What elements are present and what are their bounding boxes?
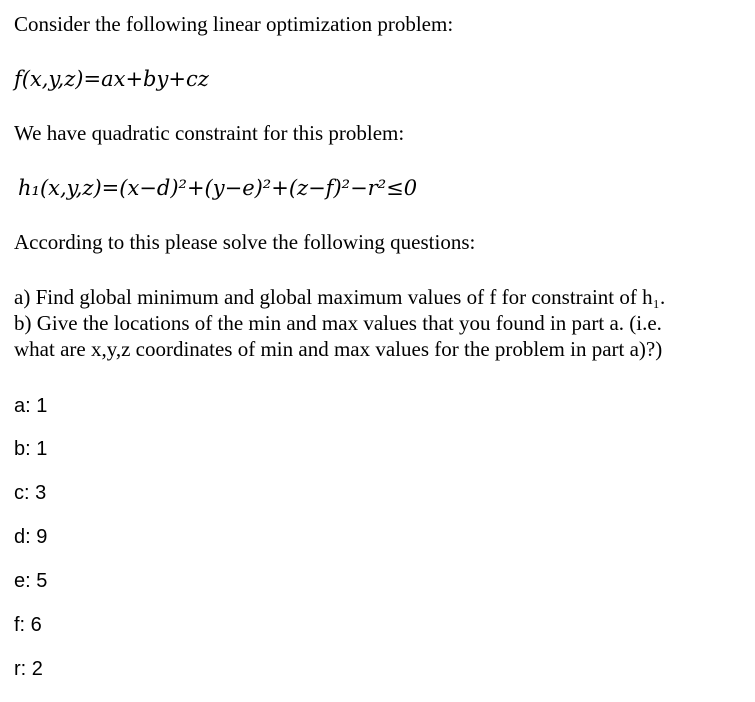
param-e: e: 5 [14, 570, 48, 592]
objective-function: f(x,y,z)=ax+by+cz [14, 67, 209, 91]
question-intro-text: According to this please solve the following questions: [14, 230, 476, 254]
intro-text: Consider the following linear optimization problem: [14, 12, 454, 36]
param-a: a: 1 [14, 395, 48, 417]
param-f: f: 6 [14, 614, 42, 636]
constraint-function: h₁(x,y,z)=(x−d)²+(y−e)²+(z−f)²−r²≤0 [18, 176, 418, 200]
param-r: r: 2 [14, 658, 43, 680]
param-d: d: 9 [14, 526, 48, 548]
param-c: c: 3 [14, 482, 47, 504]
question-b-text-line2: what are x,y,z coordinates of min and max values for the problem in part a)?) [14, 337, 663, 361]
constraint-intro-text: We have quadratic constraint for this problem: [14, 121, 405, 145]
question-a-text: a) Find global minimum and global maximum values of f for constraint of h₁. [14, 285, 666, 309]
param-b: b: 1 [14, 438, 48, 460]
question-b-text-line1: b) Give the locations of the min and max values that you found in part a. (i.e. [14, 311, 662, 335]
